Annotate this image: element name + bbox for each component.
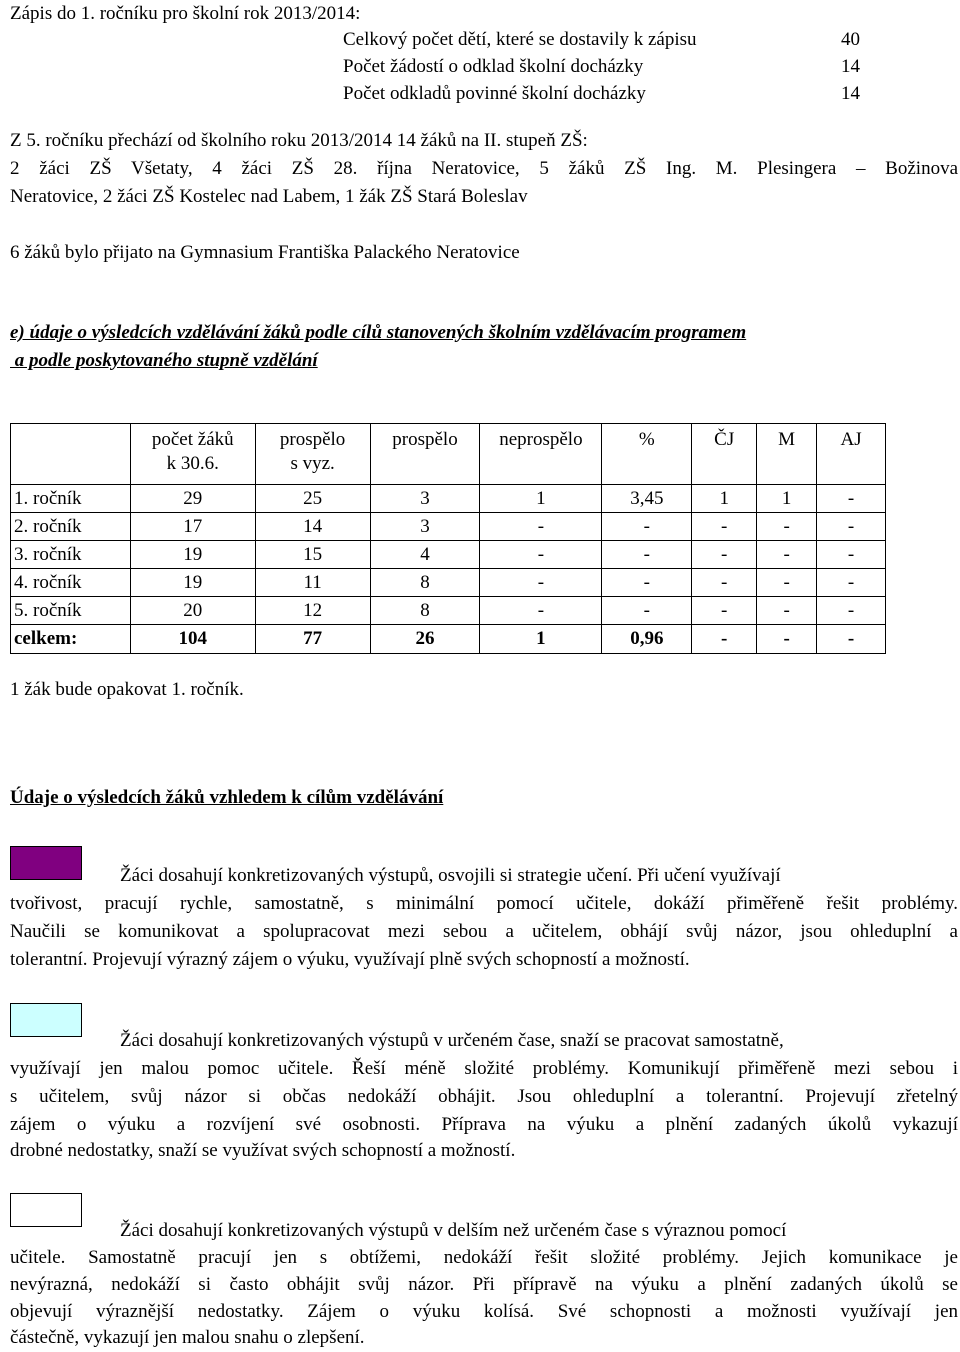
- section-e-heading-line-1: e) údaje o výsledcích vzdělávání žáků podle cílů stanovených školním vzdělávacím programem: [10, 322, 747, 343]
- level-1-line-3: Naučili se komunikovat a spolupracovat mezi sebou a učitelem, obhájí svůj názor, jsou ohleduplní a: [10, 921, 958, 942]
- table-cell: 29: [130, 485, 255, 513]
- table-cell: -: [817, 597, 886, 625]
- table-cell: -: [817, 625, 886, 654]
- table-cell: -: [817, 569, 886, 597]
- header-cell: %: [602, 424, 692, 485]
- table-cell: 3: [370, 485, 480, 513]
- table-cell: 11: [255, 569, 370, 597]
- table-cell: 1. ročník: [11, 485, 131, 513]
- table-cell: -: [602, 541, 692, 569]
- repeat-note: 1 žák bude opakovat 1. ročník.: [10, 679, 244, 700]
- level-2-line-1: Žáci dosahují konkretizovaných výstupů v určeném čase, snaží se pracovat samostatně,: [120, 1030, 784, 1051]
- table-cell: 19: [130, 541, 255, 569]
- level-3-line-1: Žáci dosahují konkretizovaných výstupů v delším než určeném čase s výraznou pomocí: [120, 1220, 787, 1241]
- table-cell: 4. ročník: [11, 569, 131, 597]
- table-cell: -: [692, 625, 757, 654]
- table-cell: -: [480, 541, 602, 569]
- table-cell: 8: [370, 569, 480, 597]
- level-3-line-5: částečně, vykazují jen malou snahu o zlepšení.: [10, 1327, 365, 1348]
- table-cell: 1: [757, 485, 817, 513]
- table-cell: 1: [480, 625, 602, 654]
- table-cell: -: [480, 513, 602, 541]
- legend-swatch-purple: [10, 846, 82, 880]
- section-e-heading: [10, 319, 955, 375]
- table-cell: -: [692, 541, 757, 569]
- table-cell: 2. ročník: [11, 513, 131, 541]
- table-row: [11, 485, 886, 513]
- enrollment-value-total: 40: [841, 29, 860, 50]
- table-cell: -: [692, 513, 757, 541]
- table-cell: -: [757, 597, 817, 625]
- table-cell: -: [817, 485, 886, 513]
- enrollment-label-deferrals: Počet odkladů povinné školní docházky: [343, 83, 646, 104]
- level-2-line-2: využívají jen malou pomoc učitele. Řeší méně složité problémy. Komunikují přiměřeně mezi sebou i: [10, 1058, 958, 1079]
- header-cell: ČJ: [692, 424, 757, 485]
- table-cell: -: [480, 597, 602, 625]
- table-cell: 15: [255, 541, 370, 569]
- level-1-line-4: tolerantní. Projevují výrazný zájem o výuku, využívají plně svých schopností a možností.: [10, 949, 690, 970]
- table-cell: 3: [370, 513, 480, 541]
- table-cell: 3. ročník: [11, 541, 131, 569]
- table-cell: 5. ročník: [11, 597, 131, 625]
- enrollment-value-requests: 14: [841, 56, 860, 77]
- level-1-line-2: tvořivost, pracují rychle, samostatně, s minimální pomocí učitele, dokáží přiměřeně řešit problémy.: [10, 893, 958, 914]
- table-row: [11, 597, 886, 625]
- header-cell: AJ: [817, 424, 886, 485]
- transfer-line-1: Z 5. ročníku přechází od školního roku 2013/2014 14 žáků na II. stupeň ZŠ:: [10, 130, 588, 151]
- enrollment-label-requests: Počet žádostí o odklad školní docházky: [343, 56, 644, 77]
- table-cell: -: [757, 513, 817, 541]
- table-header-row: [11, 424, 886, 485]
- table-cell: 77: [255, 625, 370, 654]
- enrollment-title: Zápis do 1. ročníku pro školní rok 2013/2014:: [10, 3, 361, 24]
- table-cell: -: [602, 513, 692, 541]
- table-cell: 17: [130, 513, 255, 541]
- enrollment-label-total: Celkový počet dětí, které se dostavily k zápisu: [343, 29, 697, 50]
- table-total-row: [11, 625, 886, 654]
- table-cell: 1: [692, 485, 757, 513]
- table-cell: 104: [130, 625, 255, 654]
- table-cell: -: [817, 513, 886, 541]
- header-cell: M: [757, 424, 817, 485]
- header-cell: neprospělo: [480, 424, 602, 485]
- level-2-line-3: s učitelem, svůj názor si občas nedokáží obhájit. Jsou ohleduplní a tolerantní. Projevují zřetelný: [10, 1086, 958, 1107]
- level-2-line-5: drobné nedostatky, snaží se využívat svých schopností a možností.: [10, 1140, 516, 1161]
- table-cell: 3,45: [602, 485, 692, 513]
- level-3-line-3: nevýrazná, nedokáží si často obhájit svůj názor. Při přípravě na výuku a plnění zadaných úkolů se: [10, 1274, 958, 1295]
- level-3-line-4: objevují výraznější nedostatky. Zájem o výuku kolísá. Své schopnosti a možnosti využívají jen: [10, 1301, 958, 1322]
- legend-swatch-white: [10, 1193, 82, 1227]
- table-cell: 1: [480, 485, 602, 513]
- table-cell: -: [817, 541, 886, 569]
- table-cell: 8: [370, 597, 480, 625]
- table-cell: -: [692, 569, 757, 597]
- gymnasium-note: 6 žáků bylo přijato na Gymnasium Františka Palackého Neratovice: [10, 242, 520, 263]
- level-1-line-1: Žáci dosahují konkretizovaných výstupů, osvojili si strategie učení. Při učení využívají: [120, 865, 781, 886]
- table-cell: 14: [255, 513, 370, 541]
- header-cell: počet žáků k 30.6.: [130, 424, 255, 485]
- table-cell: -: [757, 541, 817, 569]
- table-cell: 0,96: [602, 625, 692, 654]
- table-row: [11, 541, 886, 569]
- enrollment-value-deferrals: 14: [841, 83, 860, 104]
- table-cell: -: [602, 597, 692, 625]
- level-3-line-2: učitele. Samostatně pracují jen s obtížemi, nedokáží řešit složité problémy. Jejich komunikace je: [10, 1247, 958, 1268]
- table-cell: -: [480, 569, 602, 597]
- table-row: [11, 569, 886, 597]
- table-cell: 12: [255, 597, 370, 625]
- table-cell: -: [692, 597, 757, 625]
- table-cell: celkem:: [11, 625, 131, 654]
- table-cell: -: [757, 569, 817, 597]
- legend-swatch-lightblue: [10, 1003, 82, 1037]
- table-cell: -: [757, 625, 817, 654]
- transfer-line-2: 2 žáci ZŠ Všetaty, 4 žáci ZŠ 28. října Neratovice, 5 žáků ZŠ Ing. M. Plesingera – Božinova: [10, 158, 958, 179]
- results-table: [10, 423, 886, 654]
- table-cell: 20: [130, 597, 255, 625]
- table-cell: 26: [370, 625, 480, 654]
- header-cell: [11, 424, 131, 485]
- header-cell: prospělo s vyz.: [255, 424, 370, 485]
- level-2-line-4: zájem o výuku a rozvíjení své osobnosti. Příprava na výuku a plnění zadaných úkolů vykazují: [10, 1114, 958, 1135]
- table-cell: -: [602, 569, 692, 597]
- table-cell: 25: [255, 485, 370, 513]
- outcomes-heading: Údaje o výsledcích žáků vzhledem k cílům vzdělávání: [10, 787, 444, 808]
- transfer-line-3: Neratovice, 2 žáci ZŠ Kostelec nad Labem, 1 žák ZŠ Stará Boleslav: [10, 186, 528, 207]
- header-cell: prospělo: [370, 424, 480, 485]
- table-cell: 19: [130, 569, 255, 597]
- section-e-heading-line-2: a podle poskytovaného stupně vzdělání: [10, 350, 318, 371]
- table-row: [11, 513, 886, 541]
- table-cell: 4: [370, 541, 480, 569]
